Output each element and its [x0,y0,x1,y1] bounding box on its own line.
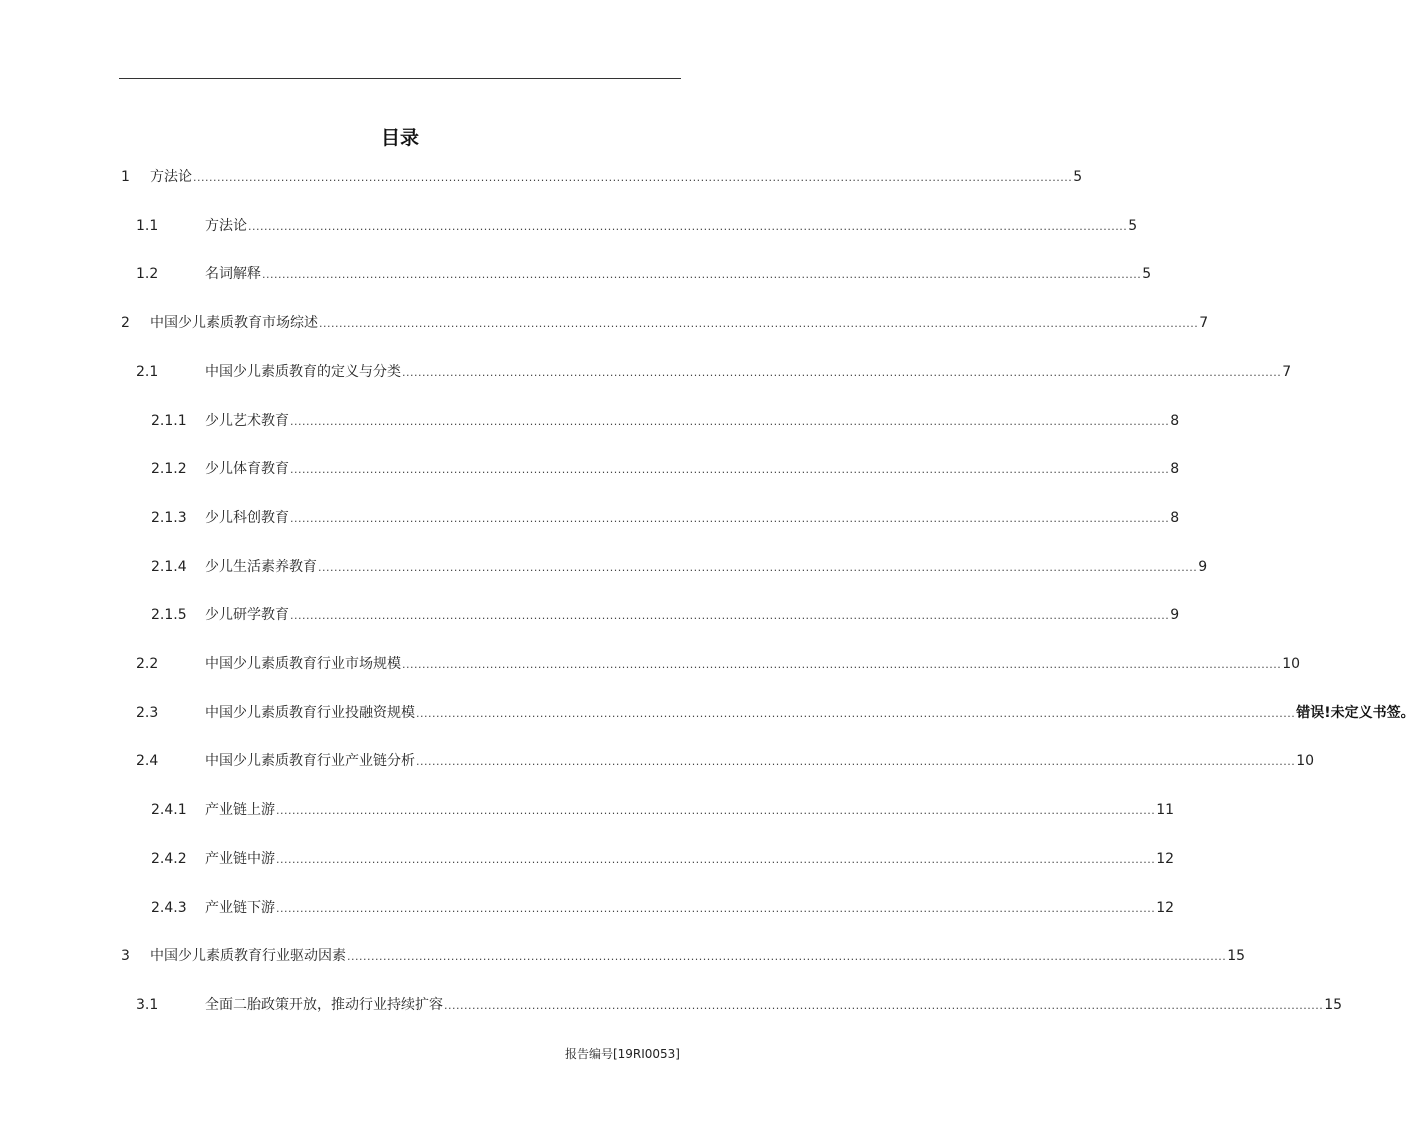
toc-leader-dots: ............................................................................................................................................................................................................................ [402,366,1282,379]
toc-number: 3.1 [136,997,159,1013]
header-rule [119,78,681,79]
toc-entry[interactable] [0,750,1315,772]
toc-heading: 少儿科创教育 [205,510,289,526]
toc-heading: 产业链下游 [205,900,275,916]
toc-entry[interactable] [0,215,1138,237]
toc-heading: 少儿体育教育 [205,461,289,477]
toc-number: 1 [121,169,130,185]
toc-leader-dots: ............................................................................................................................................................................................................................ [248,220,1128,233]
toc-entry[interactable] [0,410,1180,432]
toc-entry[interactable] [0,897,1175,919]
toc-entry[interactable] [0,994,1343,1016]
toc-heading: 方法论 [205,218,247,234]
toc-heading: 中国少儿素质教育行业产业链分析 [205,753,415,769]
toc-page-number: 5 [1142,266,1152,282]
toc-page-number: 12 [1156,851,1175,867]
toc-page-number: 9 [1170,607,1180,623]
toc-page-number: 7 [1282,364,1292,380]
toc-number: 3 [121,948,130,964]
toc-page-number: 10 [1296,753,1315,769]
toc-leader-dots: ............................................................................................................................................................................................................................ [444,999,1324,1012]
toc-number: 2.1.5 [151,607,187,623]
toc-heading: 中国少儿素质教育的定义与分类 [205,364,401,380]
toc-page-number: 11 [1156,802,1175,818]
toc-entry[interactable] [0,702,1415,724]
toc-number: 2.1 [136,364,159,380]
toc-leader-dots: ............................................................................................................................................................................................................................ [193,171,1073,184]
toc-number: 2.3 [136,705,159,721]
toc-leader-dots: ............................................................................................................................................................................................................................ [276,804,1156,817]
toc-entry[interactable] [0,361,1292,383]
toc-leader-dots: ............................................................................................................................................................................................................................ [290,512,1170,525]
toc-entry[interactable] [0,263,1152,285]
toc-number: 2.4.3 [151,900,187,916]
toc-leader-dots: ............................................................................................................................................................................................................................ [416,707,1296,720]
toc-heading: 中国少儿素质教育行业投融资规模 [205,705,415,721]
toc-entry[interactable] [0,604,1180,626]
toc-page-number: 5 [1073,169,1083,185]
toc-leader-dots: ............................................................................................................................................................................................................................ [290,609,1170,622]
toc-page-number: 8 [1170,413,1180,429]
toc-entry[interactable] [0,507,1180,529]
toc-entry[interactable] [0,945,1246,967]
toc-number: 2.4 [136,753,159,769]
toc-number: 2.1.1 [151,413,187,429]
toc-number: 2.4.2 [151,851,187,867]
toc-heading: 少儿研学教育 [205,607,289,623]
toc-number: 2.1.3 [151,510,187,526]
toc-leader-dots: ............................................................................................................................................................................................................................ [276,853,1156,866]
toc-entry[interactable] [0,312,1209,334]
toc-page-number: 15 [1324,997,1343,1013]
toc-page-number: 12 [1156,900,1175,916]
toc-heading: 少儿艺术教育 [205,413,289,429]
toc-entry[interactable] [0,166,1083,188]
toc-leader-dots: ............................................................................................................................................................................................................................ [262,268,1142,281]
toc-number: 2.1.2 [151,461,187,477]
report-number: 报告编号[19RI0053] [564,1047,680,1061]
toc-leader-dots: ............................................................................................................................................................................................................................ [276,902,1156,915]
toc-page-number: 8 [1170,510,1180,526]
toc-page-number: 8 [1170,461,1180,477]
toc-leader-dots: ............................................................................................................................................................................................................................ [290,463,1170,476]
toc-page-number: 9 [1198,559,1208,575]
toc-title: 目录 [380,127,419,149]
toc-leader-dots: ............................................................................................................................................................................................................................ [416,755,1296,768]
toc-number: 2.2 [136,656,159,672]
toc-page-number: 7 [1199,315,1209,331]
toc-leader-dots: ............................................................................................................................................................................................................................ [402,658,1282,671]
toc-heading: 中国少儿素质教育市场综述 [150,315,318,331]
toc-number: 1.1 [136,218,159,234]
toc-heading: 名词解释 [205,266,261,282]
toc-entry[interactable] [0,556,1208,578]
toc-entry[interactable] [0,653,1301,675]
toc-heading: 产业链中游 [205,851,275,867]
toc-page-number: 15 [1227,948,1246,964]
toc-leader-dots: ............................................................................................................................................................................................................................ [290,415,1170,428]
toc-heading: 少儿生活素养教育 [205,559,317,575]
toc-page-number: 5 [1128,218,1138,234]
toc-entry[interactable] [0,848,1175,870]
toc-leader-dots: ............................................................................................................................................................................................................................ [319,317,1199,330]
toc-number: 2.1.4 [151,559,187,575]
toc-number: 2 [121,315,130,331]
toc-heading: 全面二胎政策开放，推动行业持续扩容 [205,997,443,1013]
toc-leader-dots: ............................................................................................................................................................................................................................ [318,561,1198,574]
toc-heading: 中国少儿素质教育行业驱动因素 [150,948,346,964]
toc-heading: 方法论 [150,169,192,185]
toc-leader-dots: ............................................................................................................................................................................................................................ [347,950,1227,963]
toc-number: 1.2 [136,266,159,282]
toc-entry[interactable] [0,799,1175,821]
toc-page-number: 10 [1282,656,1301,672]
toc-entry[interactable] [0,458,1180,480]
toc-number: 2.4.1 [151,802,187,818]
toc-page-number: 错误!未定义书签。 [1296,705,1415,721]
toc-heading: 产业链上游 [205,802,275,818]
toc-heading: 中国少儿素质教育行业市场规模 [205,656,401,672]
